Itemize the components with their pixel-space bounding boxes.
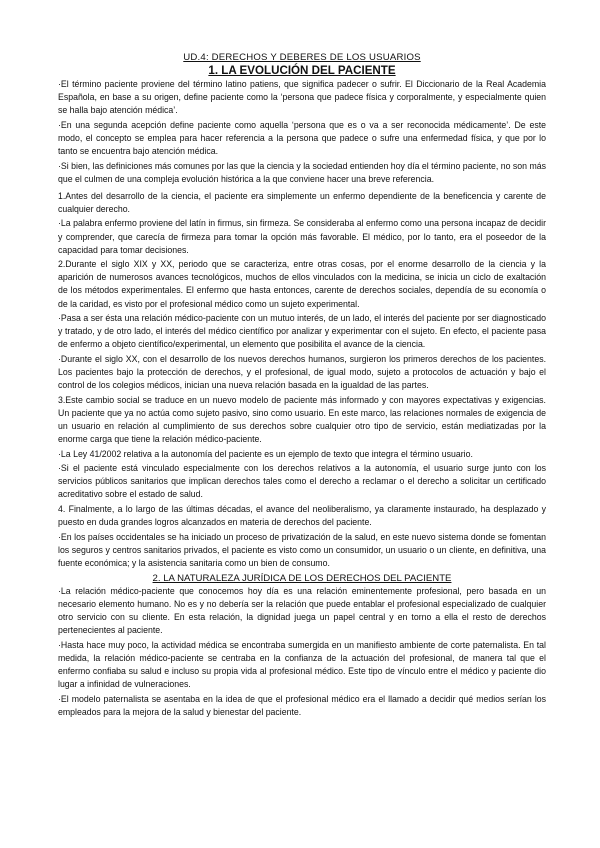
paragraph: ·Si el paciente está vinculado especialmente con los derechos relativos a la autonomía, el usuario surge junto con los servicios públicos sanitarios que implican derechos tales como el derecho a reclamar o el derecho a solicitar un certificado acreditativo sobre el estado de salud. [58, 463, 546, 500]
paragraph: 3.Este cambio social se traduce en un nuevo modelo de paciente más informado y con mayores expectativas y exigencias. Un paciente que ya no actúa como sujeto pasivo, sino como usuario. En este marco, las relaciones normales de exigencia de un usuario en relación al cumplimiento de sus derechos sobre cualquier otro tipo de servicio, están mediatizadas por la enorme carga que tiene la relación médico-paciente. [58, 394, 546, 444]
paragraph: ·Hasta hace muy poco, la actividad médica se encontraba sumergida en un manifiesto ambiente de corte paternalista. En tal medida, la relación médico-paciente se centraba en la confianza de la actuación del profesional, de manera tal que el enfermo confiaba su salud e incluso su propia vida al profesional médico. Este tipo de vínculo entre el médico y paciente dio lugar a infinidad de vulneraciones. [58, 639, 546, 690]
paragraph: 1.Antes del desarrollo de la ciencia, el paciente era simplemente un enfermo dependiente de la beneficencia y carente de cualquier derecho. [58, 190, 546, 214]
paragraph: ·La relación médico-paciente que conocemos hoy día es una relación eminentemente profesional, pero basada en un necesario elemento humano. No es y no debería ser la relación que puede entablar el profesional especializado de cualquier otro servicio con su cliente. En esta relación, la dignidad juega un papel central y en torno a ella el resto de derechos pertenecientes al paciente. [58, 585, 546, 636]
section-title-naturaleza-juridica: 2. LA NATURALEZA JURÍDICA DE LOS DERECHOS DEL PACIENTE [152, 572, 452, 584]
paragraph: ·Durante el siglo XX, con el desarrollo de los nuevos derechos humanos, surgieron los primeros derechos de los pacientes. Los pacientes bajo la protección de derechos, y el profesional, de igual modo, sujeto a protocolos de actuación y bajo el control de los colegios médicos, inician una nueva relación basada en la igualdad de las partes. [58, 353, 546, 391]
section-title-evolucion: 1. LA EVOLUCIÓN DEL PACIENTE [208, 64, 396, 77]
paragraph: ·En los países occidentales se ha iniciado un proceso de privatización de la salud, en este nuevo sistema donde se fomentan los seguros y centros sanitarios privados, el paciente es visto como un consumidor, un usuario o un cliente, en definitiva, una fuente económica; y la asistencia sanitaria como un bien de consumo. [58, 531, 546, 568]
paragraph: ·El modelo paternalista se asentaba en la idea de que el profesional médico era el llamado a decidir qué medios serían los empleados para la mejora de la salud y bienestar del paciente. [58, 693, 546, 717]
paragraph: ·El término paciente proviene del término latino patiens, que significa padecer o sufrir. El Diccionario de la Real Academia Española, en base a su origen, define paciente como la ‘persona que padece física y corporalmente, y especialmente quien se halla bajo atención médica’. [58, 79, 546, 116]
paragraph: ·La palabra enfermo proviene del latín in firmus, sin firmeza. Se consideraba al enfermo como una persona incapaz de decidir y comprender, que carecía de firmeza para tomar la opción más favorable. El médico, por lo tanto, era el poseedor de la capacidad para tomar decisiones. [58, 218, 546, 255]
paragraph: ·La Ley 41/2002 relativa a la autonomía del paciente es un ejemplo de texto que integra el término usuario. [58, 448, 473, 459]
paragraph: ·Pasa a ser ésta una relación médico-paciente con un mutuo interés, de un lado, el interés del paciente por ser diagnosticado y tratado, y de otro lado, el interés del médico científico por analizar y experimentar con el sujeto. En efecto, el paciente pasa de enfermo a objeto científico/experimental, un elemento que posibilita el avance de la ciencia. [58, 313, 546, 350]
paragraph: 2.Durante el siglo XIX y XX, periodo que se caracteriza, entre otras cosas, por el enorme desarrollo de la ciencia y la aparición de numerosos avances tecnológicos, muchos de ellos vinculados con la medicina, se inicia un ciclo de exaltación de los métodos experimentales. El enfermo que hasta entonces, carente de derechos sociales, dependía de su economía o de la caridad, es visto por el profesional médico como un sujeto experimental. [58, 259, 546, 309]
unit-title: UD.4: DERECHOS Y DEBERES DE LOS USUARIOS [183, 52, 421, 63]
paragraph: ·Si bien, las definiciones más comunes por las que la ciencia y la sociedad entienden hoy día el término paciente, no son más que el culmen de una compleja evolución histórica a la que conviene hacer una breve referencia. [58, 160, 546, 184]
paragraph: 4. Finalmente, a lo largo de las últimas décadas, el avance del neoliberalismo, ya claramente instaurado, ha desplazado y puesto en duda grandes logros alcanzados en materia de derechos del paciente. [58, 503, 546, 527]
paragraph: ·En una segunda acepción define paciente como aquella ‘persona que es o va a ser reconocida médicamente’. De este modo, el concepto se emplea para hacer referencia a la persona que padece o sufre una enfermedad física, y que por lo tanto se encuentra bajo atención médica. [58, 119, 546, 156]
